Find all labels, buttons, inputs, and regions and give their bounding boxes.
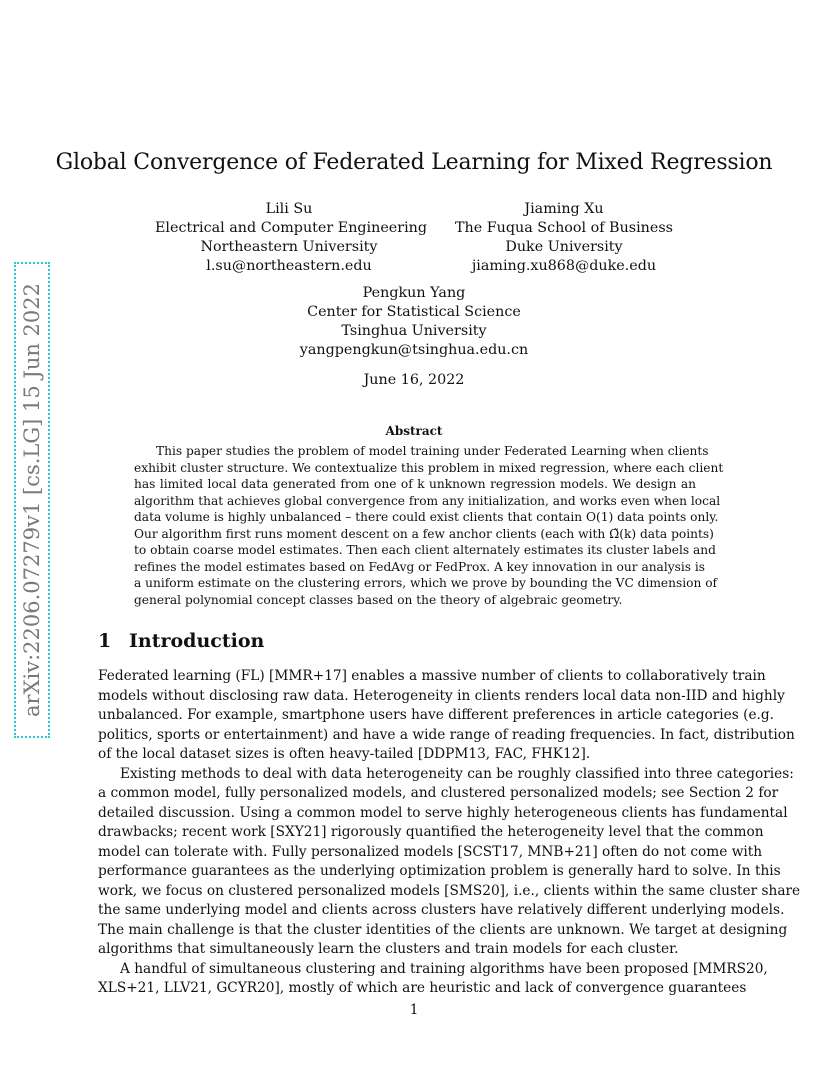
author-department: Center for Statistical Science <box>307 304 521 320</box>
section-heading <box>98 630 264 652</box>
abstract-line: to obtain coarse model estimates. Then each client alternately estimates its cluster labels and <box>134 543 716 557</box>
abstract-line: data volume is highly unbalanced – there could exist clients that contain O(1) data points only. <box>134 510 719 524</box>
body-line: performance guarantees as the underlying optimization problem is generally hard to solve. In this <box>98 863 781 879</box>
author-name: Lili Su <box>265 201 313 217</box>
body-line: models without disclosing raw data. Heterogeneity in clients renders local data non-IID and highly <box>98 687 785 704</box>
publication-date: June 16, 2022 <box>363 372 465 388</box>
section-title: Introduction <box>129 630 265 652</box>
abstract-line: exhibit cluster structure. We contextualize this problem in mixed regression, where each client <box>134 460 724 475</box>
author-block <box>155 200 428 276</box>
body-line: drawbacks; recent work [SXY21] rigorously quantified the heterogeneity level that the common <box>98 824 764 840</box>
body-line: politics, sports or entertainment) and have a wide range of reading frequencies. In fact, distribution <box>98 726 795 743</box>
body-line: of the local dataset sizes is often heavy-tailed [DDPM13, FAC, FHK12]. <box>98 746 591 762</box>
abstract <box>134 443 724 608</box>
abstract-line: This paper studies the problem of model training under Federated Learning when clients <box>156 444 709 458</box>
author-email: jiaming.xu868@duke.edu <box>471 258 657 274</box>
author-institution: Duke University <box>505 239 623 255</box>
body-line: unbalanced. For example, smartphone users have different preferences in article categories (e.g. <box>98 707 775 723</box>
section-number: 1 <box>98 630 112 652</box>
abstract-line: general polynomial concept classes based on the theory of algebraic geometry. <box>134 592 623 607</box>
body-line: Federated learning (FL) [MMR+17] enables a massive number of clients to collaboratively train <box>98 668 766 684</box>
abstract-line: Our algorithm first runs moment descent on a few anchor clients (each with Ω̃(k) data points) <box>134 526 714 541</box>
author-department: The Fuqua School of Business <box>454 220 674 236</box>
author-department: Electrical and Computer Engineering <box>155 220 428 236</box>
body-line: the same underlying model and clients across clusters have relatively different underlying models. <box>98 902 785 918</box>
body-line: Existing methods to deal with data heterogeneity can be roughly classified into three categories: <box>120 765 794 782</box>
abstract-line: refines the model estimates based on FedAvg or FedProx. A key innovation in our analysis is <box>134 559 706 574</box>
body-line: algorithms that simultaneously learn the clusters and train models for each cluster. <box>98 941 679 957</box>
body-line: work, we focus on clustered personalized models [SMS20], i.e., clients within the same cluster share <box>98 882 801 899</box>
body-line: The main challenge is that the cluster identities of the clients are unknown. We target at designing <box>98 921 788 938</box>
author-name: Jiaming Xu <box>524 201 604 217</box>
author-block <box>290 284 538 360</box>
arxiv-stamp <box>14 262 50 738</box>
body-line: model can tolerate with. Fully personalized models [SCST17, MNB+21] often do not come with <box>98 843 763 860</box>
author-institution: Northeastern University <box>200 239 378 255</box>
abstract-line: algorithm that achieves global convergence from any initialization, and works even when local <box>134 493 721 508</box>
author-block <box>450 200 678 276</box>
author-email: yangpengkun@tsinghua.edu.cn <box>299 342 529 358</box>
body-text <box>98 667 801 999</box>
page-number: 1 <box>409 1002 419 1018</box>
author-institution: Tsinghua University <box>341 323 487 339</box>
abstract-line: has limited local data generated from one of k unknown regression models. We design an <box>134 477 696 491</box>
paper-title: Global Convergence of Federated Learning for Mixed Regression <box>55 150 773 175</box>
abstract-line: a uniform estimate on the clustering errors, which we prove by bounding the VC dimension of <box>134 576 718 590</box>
author-email: l.su@northeastern.edu <box>206 258 372 274</box>
abstract-heading: Abstract <box>385 424 443 438</box>
body-line: A handful of simultaneous clustering and training algorithms have been proposed [MMRS20, <box>120 960 768 977</box>
body-line: detailed discussion. Using a common model to serve highly heterogeneous clients has fundamental <box>98 804 788 821</box>
body-line: XLS+21, LLV21, GCYR20], mostly of which are heuristic and lack of convergence guarantees <box>98 980 747 996</box>
body-line: a common model, fully personalized models, and clustered personalized models; see Section 2 for <box>98 785 779 801</box>
arxiv-identifier: arXiv:2206.07279v1 [cs.LG] 15 Jun 2022 <box>20 283 44 717</box>
author-name: Pengkun Yang <box>362 285 466 301</box>
